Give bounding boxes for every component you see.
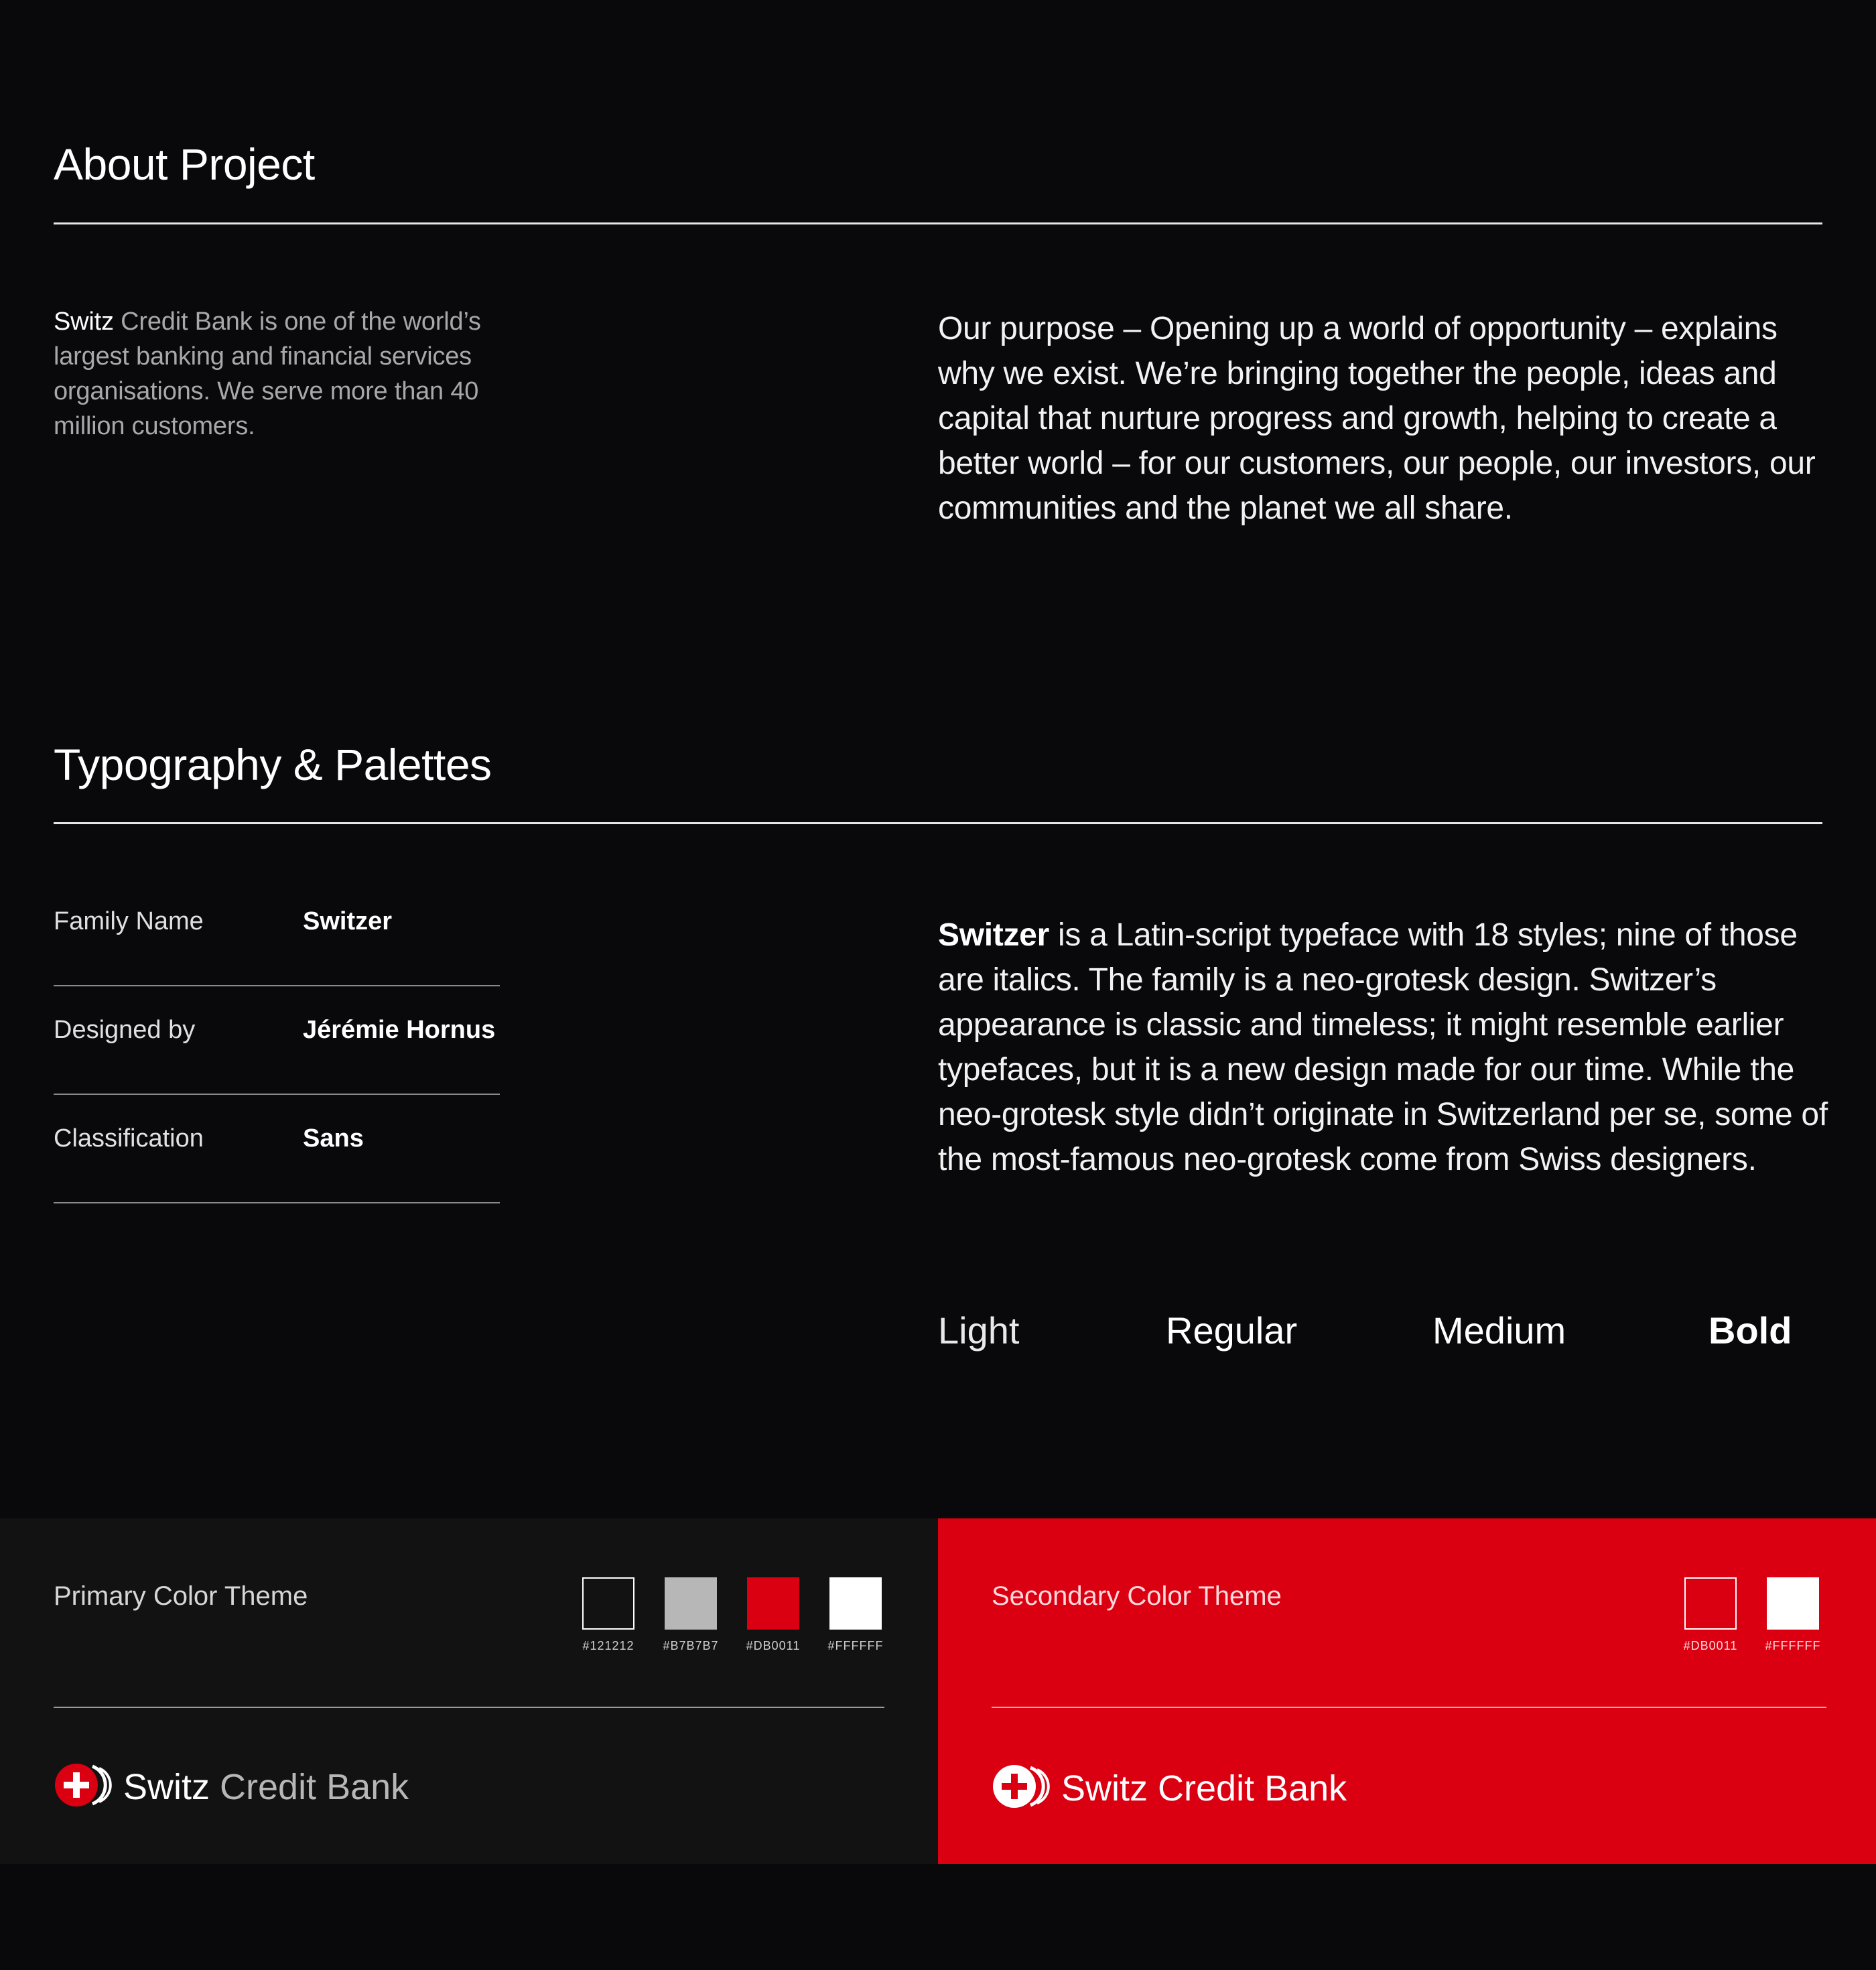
swatch-red	[1684, 1577, 1737, 1630]
secondary-brand-lockup	[992, 1762, 1347, 1814]
swiss-cross-logo-icon	[992, 1762, 1052, 1814]
swatch-white	[829, 1577, 882, 1630]
spec-label: Family Name	[54, 907, 204, 935]
swatch-grey	[665, 1577, 717, 1630]
intro-highlight: Switz	[54, 308, 114, 336]
spec-row-classification	[54, 1095, 500, 1203]
spec-value: Jérémie Hornus	[303, 1016, 496, 1044]
swatch-code: #DB0011	[1683, 1639, 1738, 1652]
secondary-theme-panel	[938, 1518, 1876, 1864]
spec-label: Classification	[54, 1124, 204, 1153]
typeface-description-rest: is a Latin-script typeface with 18 styles; nine of those are italics. The family is a neo-grotesk design. Switzer’s appearance is classic and timeless; it might resemble earlier typefaces, but it is a new design made for our time. While the neo-grotesk style didn’t originate in Switzerland per se, some of the most-famous neo-grotesk come from Swiss designers.	[938, 917, 1828, 1177]
secondary-theme-divider	[992, 1707, 1826, 1708]
secondary-brand-name: Switz Credit Bank	[1061, 1768, 1347, 1809]
spec-row-family	[54, 878, 500, 986]
about-project-title: About Project	[54, 139, 315, 189]
primary-theme-label: Primary Color Theme	[54, 1581, 308, 1611]
swatch-code: #FFFFFF	[827, 1639, 884, 1652]
spec-value: Sans	[303, 1124, 364, 1153]
typography-title: Typography & Palettes	[54, 740, 492, 789]
weight-sample-bold: Bold	[1708, 1309, 1792, 1352]
intro-rest: Credit Bank is one of the world’s largest banking and financial services organisations. We serve more than 40 million customers.	[54, 308, 481, 440]
primary-theme-divider	[54, 1707, 884, 1708]
spec-row-designer	[54, 986, 500, 1095]
spec-value: Switzer	[303, 907, 393, 935]
swatch-code: #DB0011	[746, 1639, 801, 1652]
swatch-code: #FFFFFF	[1765, 1639, 1821, 1652]
spec-label: Designed by	[54, 1016, 196, 1044]
typeface-description	[938, 913, 1829, 1182]
typeface-name: Switzer	[938, 917, 1049, 953]
intro-paragraph	[54, 304, 509, 444]
weight-sample-regular: Regular	[1166, 1309, 1298, 1352]
weight-sample-medium: Medium	[1432, 1309, 1566, 1352]
primary-brand-name: Switz Credit Bank	[123, 1766, 409, 1807]
weight-sample-light: Light	[938, 1309, 1020, 1352]
swatch-red	[747, 1577, 799, 1630]
secondary-theme-label: Secondary Color Theme	[992, 1581, 1282, 1611]
swatch-dark	[582, 1577, 634, 1630]
primary-theme-panel	[0, 1518, 938, 1864]
typography-divider	[54, 822, 1822, 824]
purpose-paragraph: Our purpose – Opening up a world of opportunity – explains why we exist. We’re bringing together the people, ideas and capital that nurture progress and growth, helping to create a better world – for our customers, our people, our investors, our communities and the planet we all share.	[938, 311, 1816, 526]
swiss-cross-logo-icon	[54, 1761, 114, 1813]
swatch-white	[1767, 1577, 1819, 1630]
primary-brand-lockup	[54, 1761, 409, 1813]
about-divider	[54, 222, 1822, 224]
swatch-code: #B7B7B7	[663, 1639, 719, 1652]
swatch-code: #121212	[582, 1639, 634, 1652]
